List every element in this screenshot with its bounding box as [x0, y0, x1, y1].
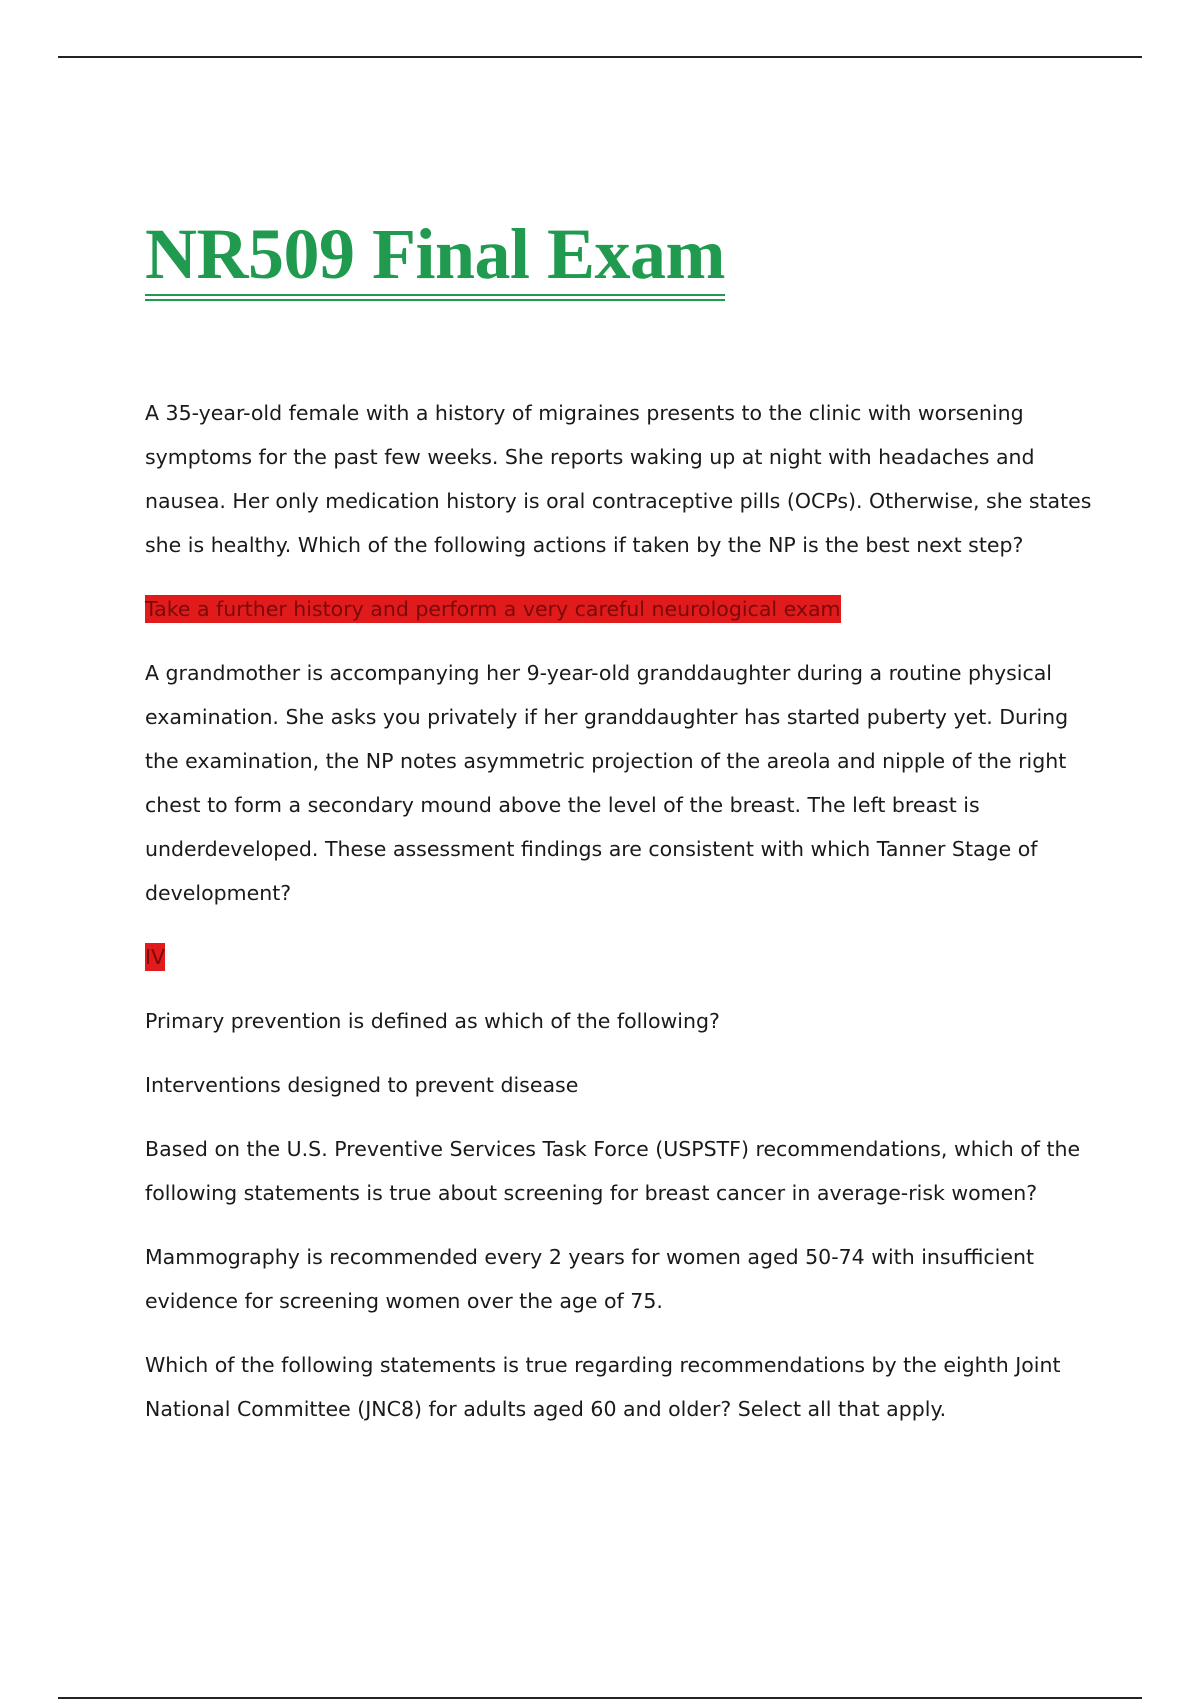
answer-4: Mammography is recommended every 2 years for women aged 50-74 with insufficient evidence for screening women over the age of 75.	[145, 1245, 1035, 1313]
question-3: Primary prevention is defined as which of the following?	[145, 1009, 720, 1033]
question-1: A 35-year-old female with a history of migraines presents to the clinic with worsening symptoms for the past few weeks. She reports waking up at night with headaches and nausea. Her only medication history is oral contraceptive pills (OCPs). Otherwise, she states she is healthy. Which of the following actions if taken by the NP is the best next step?	[145, 401, 1092, 557]
document-title: NR509 Final Exam	[145, 214, 726, 294]
question-4: Based on the U.S. Preventive Services Task Force (USPSTF) recommendations, which of the following statements is true about screening for breast cancer in average-risk women?	[145, 1137, 1081, 1205]
answer-2-highlight: IV	[145, 945, 166, 969]
answer-3: Interventions designed to prevent disease	[145, 1073, 579, 1097]
question-5: Which of the following statements is true regarding recommendations by the eighth Joint National Committee (JNC8) for adults aged 60 and older? Select all that apply.	[145, 1353, 1061, 1421]
answer-1	[145, 587, 1095, 631]
answer-2	[145, 935, 1095, 979]
question-2: A grandmother is accompanying her 9-year-old granddaughter during a routine physical examination. She asks you privately if her granddaughter has started puberty yet. During the examination, the NP notes asymmetric projection of the areola and nipple of the right chest to form a secondary mound above the level of the breast. The left breast is underdeveloped. These assessment findings are consistent with which Tanner Stage of development?	[145, 661, 1069, 905]
answer-1-highlight: Take a further history and perform a very careful neurological exam	[145, 597, 841, 621]
document-body	[145, 391, 1095, 1451]
header-rule	[58, 56, 1142, 58]
footer-rule	[58, 1697, 1142, 1699]
